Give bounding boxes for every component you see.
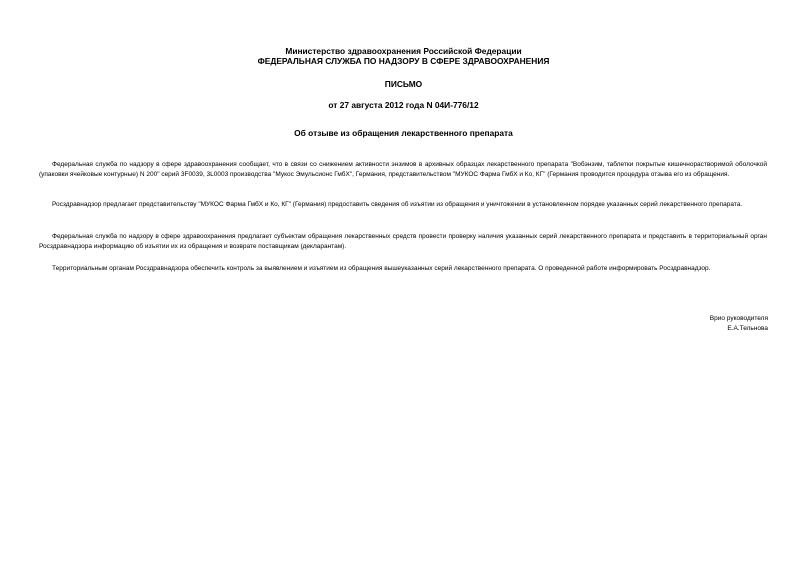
paragraph-2 (39, 200, 767, 210)
paragraph-text: Федеральная служба по надзору в сфере здравоохранения сообщает, что в связи со снижением активности энзимов в архивных образцах лекарственного препарата "Вобэнзим, таблетки покрытые кишечнорастворимой оболочкой (упаковки ячейковые контурные) N 200" серий 3F0039, 3L0003 производства "Мукос Эмульсионс ГмбХ", Германия, представительством "МУКОС Фарма ГмбХ и Ко, КГ" (Германия проводится процедура отзыва его из обращения. (39, 161, 767, 178)
service-title: ФЕДЕРАЛЬНАЯ СЛУЖБА ПО НАДЗОРУ В СФЕРЕ ЗДРАВООХРАНЕНИЯ (257, 56, 550, 66)
signature-name: Е.А.Тельнова (727, 325, 768, 332)
document-date-number: от 27 августа 2012 года N 04И-776/12 (328, 100, 479, 110)
document-type: ПИСЬМО (384, 79, 423, 89)
paragraph-3 (39, 232, 767, 252)
paragraph-text: Росздравнадзор предлагает представительству "МУКОС Фарма ГмбХ и Ко, КГ" (Германия) предоставить сведения об изъятии из обращения и уничтожении в установленном порядке указанных серий лекарственного препарата. (52, 201, 743, 208)
ministry-title: Министерство здравоохранения Российской Федерации (285, 46, 522, 56)
paragraph-1 (39, 160, 767, 180)
signature-position: Врио руководителя (709, 315, 768, 322)
paragraph-4 (39, 264, 767, 274)
paragraph-text: Территориальным органам Росздравнадзора обеспечить контроль за выявлением и изъятием из обращения вышеуказанных серий лекарственного препарата. О проведенной работе информировать Росздравнадзор. (52, 265, 711, 272)
paragraph-text: Федеральная служба по надзору в сфере здравоохранения предлагает субъектам обращения лекарственных средств провести проверку наличия указанных серий лекарственного препарата и представить в территориальный орган Росздравнадзора информацию об изъятии их из обращения и возврате поставщикам (декларантам). (39, 233, 767, 250)
document-subject: Об отзыве из обращения лекарственного препарата (294, 128, 513, 138)
